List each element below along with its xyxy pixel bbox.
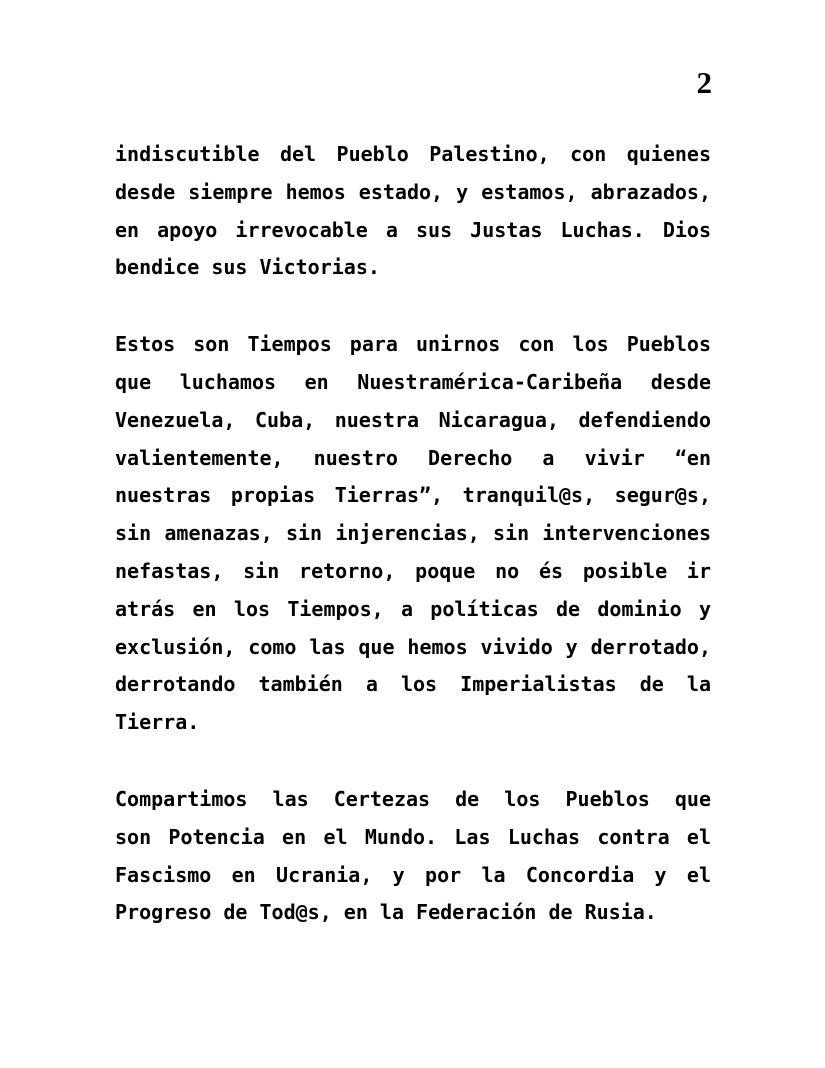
text-line: derrotando también a los Imperialistas de la: [115, 672, 711, 697]
text-line: nuestras propias Tierras”, tranquil@s, segur@s,: [115, 483, 711, 508]
text-line: exclusión, como las que hemos vivido y derrotado,: [115, 634, 711, 659]
text-line: Progreso de Tod@s, en la Federación de Rusia.: [115, 900, 657, 925]
text-line: son Potencia en el Mundo. Las Luchas contra el: [115, 824, 711, 849]
text-line: Estos son Tiempos para unirnos con los Pueblos: [115, 332, 711, 357]
text-line: atrás en los Tiempos, a políticas de dominio y: [115, 596, 711, 621]
paragraph: [115, 326, 711, 742]
document-body: [115, 136, 711, 971]
paragraph: [115, 781, 711, 932]
text-line: bendice sus Victorias.: [115, 255, 380, 280]
text-line: indiscutible del Pueblo Palestino, con quienes: [115, 142, 711, 166]
text-line: Compartimos las Certezas de los Pueblos que: [115, 786, 711, 811]
text-line: en apoyo irrevocable a sus Justas Luchas. Dios: [115, 217, 711, 242]
text-line: Fascismo en Ucrania, y por la Concordia y el: [115, 862, 711, 887]
paragraph: [115, 136, 711, 287]
text-line: valientemente, nuestro Derecho a vivir “en: [115, 445, 711, 470]
text-line: sin amenazas, sin injerencias, sin intervenciones: [115, 521, 711, 546]
text-line: desde siempre hemos estado, y estamos, abrazados,: [115, 179, 711, 204]
text-line: nefastas, sin retorno, poque no és posible ir: [115, 558, 711, 583]
text-line: Tierra.: [115, 710, 200, 735]
text-line: que luchamos en Nuestramérica-Caribeña desde: [115, 369, 711, 394]
text-line: Venezuela, Cuba, nuestra Nicaragua, defendiendo: [115, 407, 711, 432]
page-number: 2: [696, 65, 712, 100]
